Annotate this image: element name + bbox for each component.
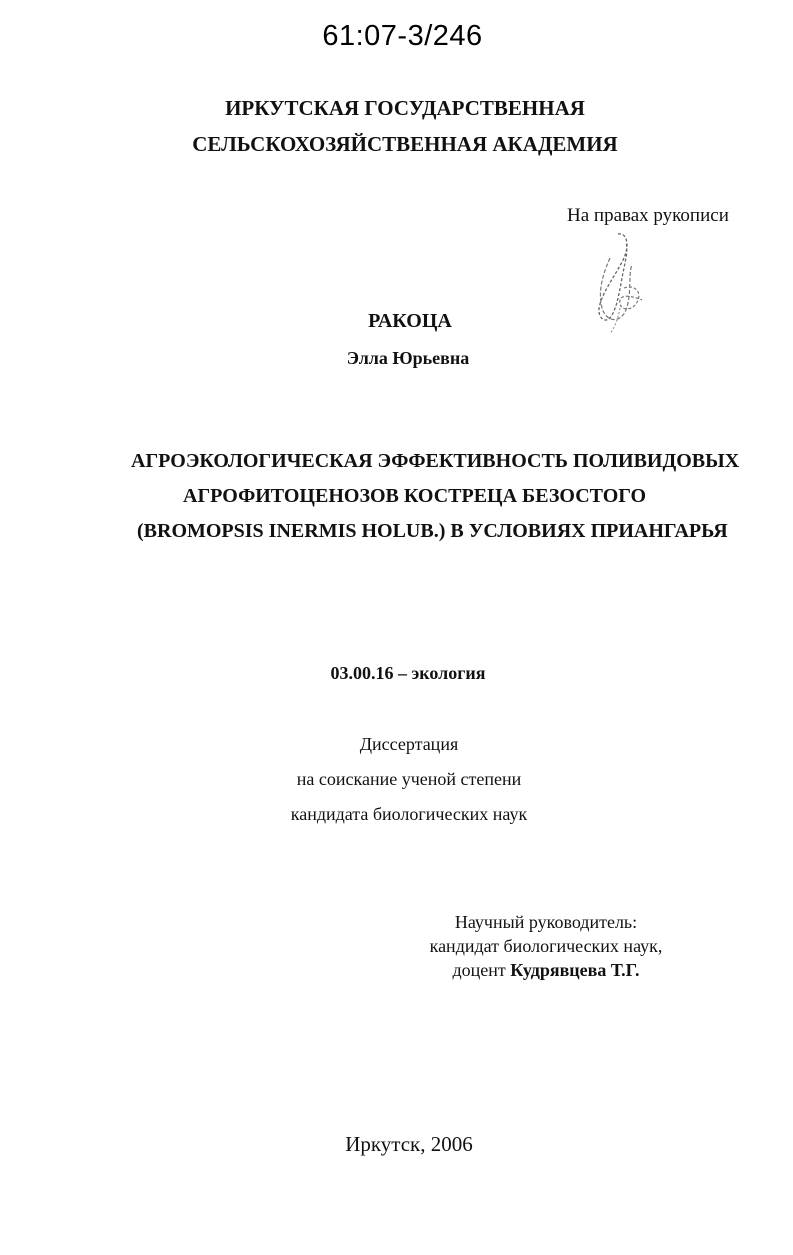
dissertation-line-1: Диссертация	[359, 734, 459, 754]
title-line-1: АГРОЭКОЛОГИЧЕСКАЯ ЭФФЕКТИВНОСТЬ ПОЛИВИДОВЫХ	[131, 450, 740, 472]
title-line-2: АГРОФИТОЦЕНОЗОВ КОСТРЕЦА БЕЗОСТОГО	[183, 485, 647, 507]
institution-line-2: СЕЛЬСКОХОЗЯЙСТВЕННАЯ АКАДЕМИЯ	[192, 132, 618, 156]
supervisor-name: Кудрявцева Т.Г.	[510, 960, 640, 980]
author-surname: РАКОЦА	[368, 310, 452, 332]
specialty-code: 03.00.16 – экология	[330, 663, 486, 683]
archive-code: 61:07-3/246	[322, 20, 483, 52]
dissertation-line-3: кандидата биологических наук	[290, 804, 528, 824]
supervisor-degree: кандидат биологических наук,	[429, 936, 663, 956]
title-line-3: (BROMOPSIS INERMIS HOLUB.) В УСЛОВИЯХ ПРИАНГАРЬЯ	[137, 520, 728, 542]
rights-note: На правах рукописи	[567, 205, 729, 226]
author-name: Элла Юрьевна	[346, 348, 470, 368]
institution-line-1: ИРКУТСКАЯ ГОСУДАРСТВЕННАЯ	[225, 96, 585, 120]
dissertation-line-2: на соискание ученой степени	[296, 769, 522, 789]
supervisor-position: доцент	[452, 960, 506, 980]
supervisor-line	[417, 960, 675, 981]
city-year: Иркутск, 2006	[345, 1132, 473, 1156]
supervisor-label: Научный руководитель:	[454, 912, 638, 932]
